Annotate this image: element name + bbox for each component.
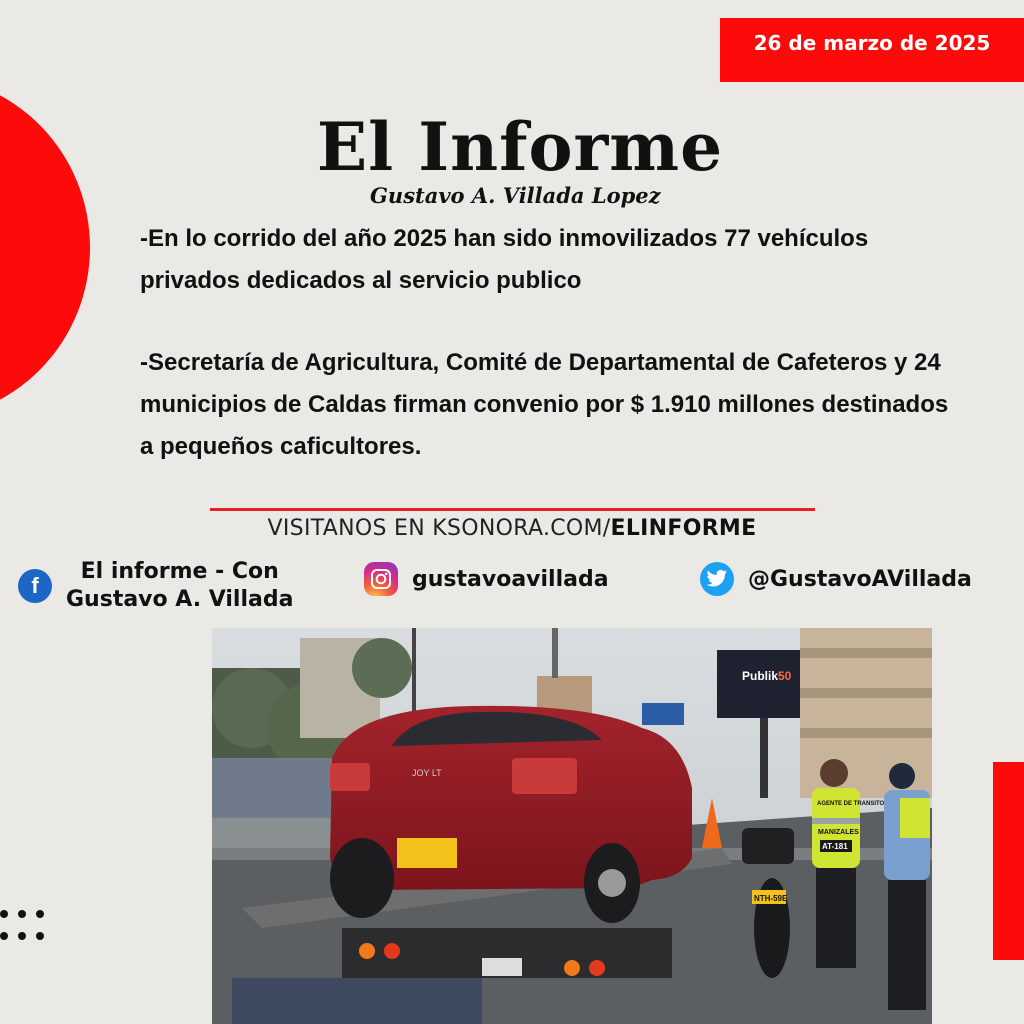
facebook-link[interactable] [18,558,293,614]
byline: Gustavo A. Villada Lopez [370,183,661,208]
twitter-handle: @GustavoAVillada [748,566,972,592]
tow-truck-illustration [212,628,932,1024]
red-underline [210,508,815,511]
instagram-icon [364,562,398,596]
facebook-line-1: El informe - Con [80,559,279,584]
facebook-line-2: Gustavo A. Villada [66,587,294,612]
vest-id: AT-181 [822,842,848,851]
date-text: 26 de marzo de 2025 [753,31,991,55]
vest-city: MANIZALES [818,829,859,836]
car-badge: JOY LT [412,768,442,778]
moto-plate: NTH-59E [754,894,788,903]
page-title: El Informe [316,108,724,186]
visit-link[interactable] [0,516,1024,541]
news-photo [212,628,932,1024]
decorative-red-bar [993,762,1024,960]
billboard-badge: 50 [778,669,792,683]
date-banner [720,18,1024,82]
twitter-icon [700,562,734,596]
twitter-link[interactable] [700,562,972,596]
news-item-2: -Secretaría de Agricultura, Comité de Departamental de Cafeteros y 24 municipios de Caldas firman convenio por $ 1.910 millones destinados a pequeños caficultores. [140,349,949,460]
vest-label: AGENTE DE TRANSITO [817,801,885,807]
news-list [140,218,960,468]
visit-highlight: ELINFORME [610,516,757,541]
news-item-1: -En lo corrido del año 2025 han sido inmovilizados 77 vehículos privados dedicados al servicio publico [140,225,869,294]
visit-prefix: VISITANOS EN KSONORA.COM/ [267,516,611,541]
decorative-dots [0,906,60,946]
billboard-text: Publik [742,669,779,683]
instagram-handle: gustavoavillada [412,566,609,592]
facebook-icon: f [18,569,52,603]
instagram-link[interactable] [364,562,609,596]
